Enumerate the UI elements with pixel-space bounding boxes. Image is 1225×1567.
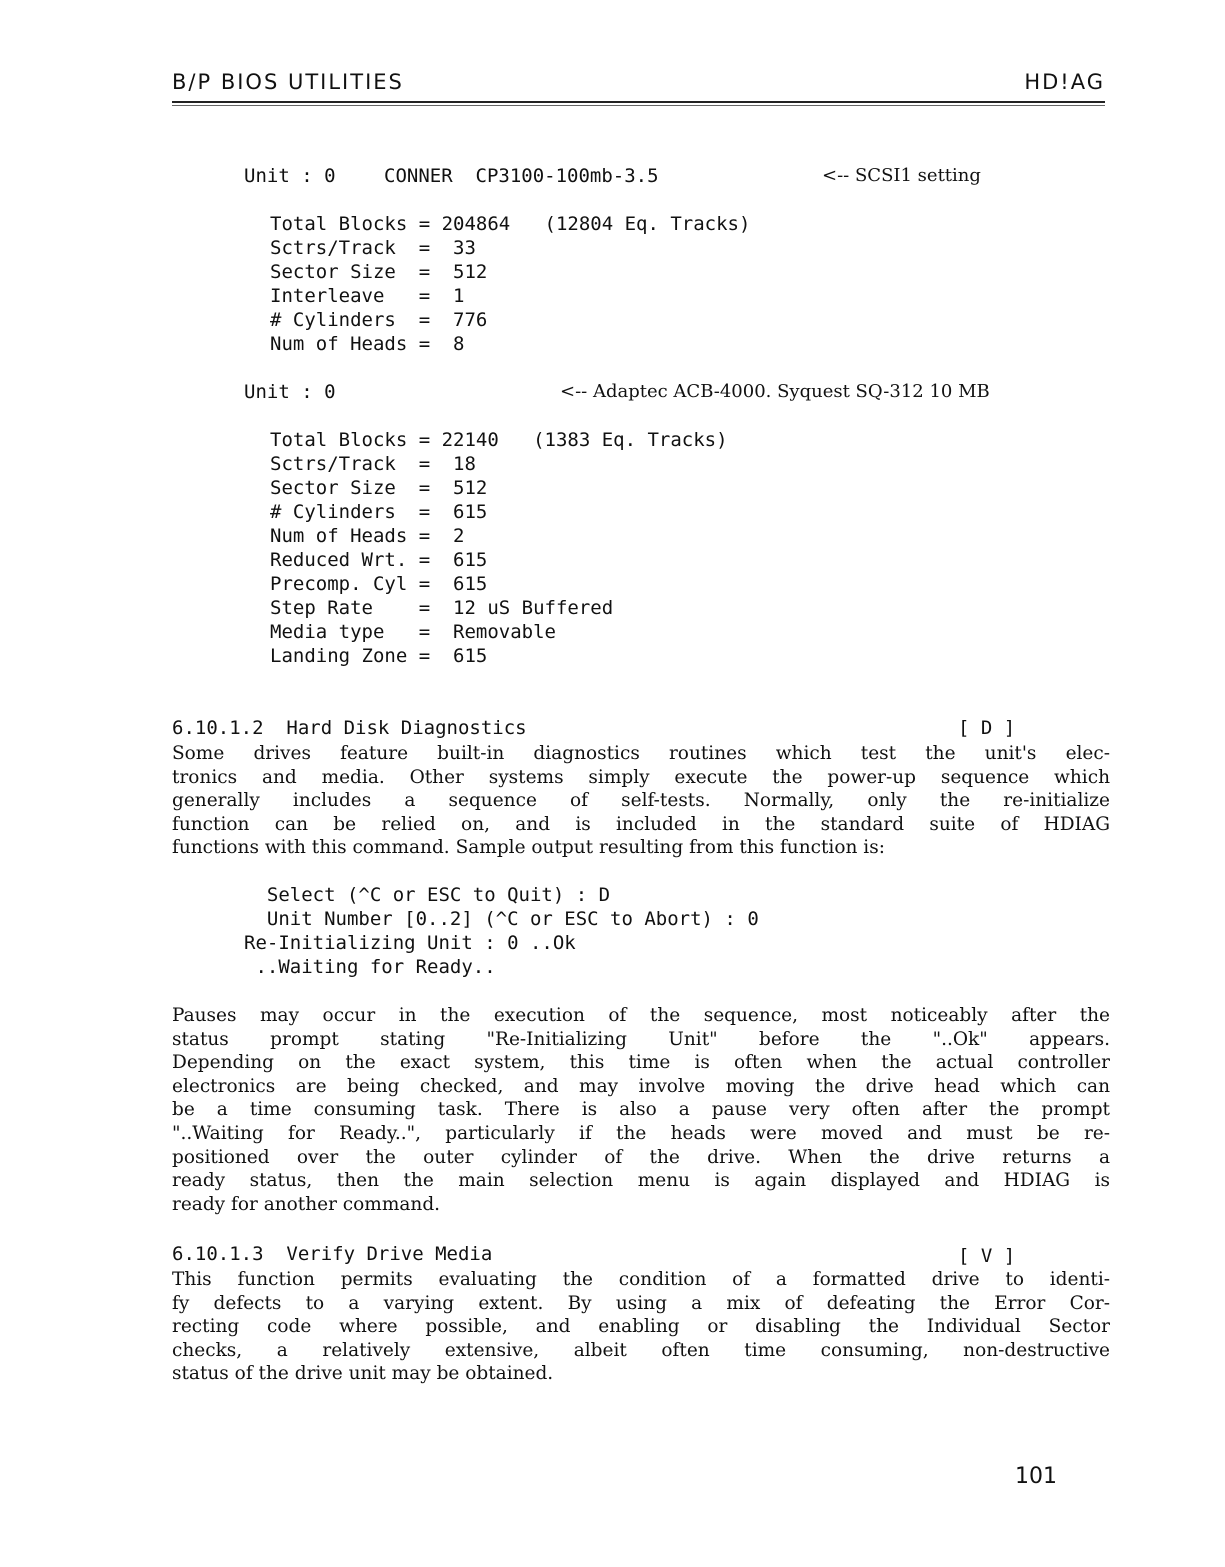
text-line: checks, a relatively extensive, albeit often time consuming, non-destructive [172, 1339, 1110, 1361]
sample-line: ..Waiting for Ready.. [244, 956, 496, 978]
sample-line: Select (^C or ESC to Quit) : D [244, 884, 611, 906]
text-line: Some drives feature built-in diagnostics routines which test the unit's elec- [172, 743, 1110, 764]
diagnostics-paragraph [172, 742, 1110, 860]
text-line: be a time consuming task. There is also a pause very often after the prompt [172, 1099, 1110, 1121]
text-line: fy defects to a varying extent. By using a mix of defeating the Error Cor- [172, 1292, 1110, 1314]
text-line: function can be relied on, and is included in the standard suite of HDIAG [172, 813, 1110, 835]
pauses-paragraph [172, 1004, 1110, 1216]
text-line: This function permits evaluating the condition of a formatted drive to identi- [172, 1269, 1110, 1290]
drive-note-2: <-- Adaptec ACB-4000. Syquest SQ-312 10 MB [560, 381, 990, 402]
text-line: electronics are being checked, and may involve moving the drive head which can [172, 1075, 1110, 1097]
verify-paragraph [172, 1268, 1110, 1386]
section-key-verify: [ V ] [958, 1245, 1016, 1267]
text-line: positioned over the outer cylinder of the drive. When the drive returns a [172, 1146, 1110, 1168]
running-header-title: B/P BIOS UTILITIES [172, 70, 404, 94]
sample-line: Re-Initializing Unit : 0 ..Ok [244, 932, 576, 954]
section-heading-verify: 6.10.1.3 Verify Drive Media [172, 1243, 493, 1265]
text-line: functions with this command. Sample output resulting from this function is: [172, 837, 885, 859]
param-row: Sctrs/Track = 33 [270, 237, 476, 259]
param-row: Landing Zone = 615 [270, 645, 488, 667]
unit-line-2: Unit : 0 [244, 381, 336, 403]
text-line: Pauses may occur in the execution of the sequence, most noticeably after the [172, 1005, 1110, 1026]
page-number: 101 [1015, 1464, 1057, 1489]
text-line: status of the drive unit may be obtained. [172, 1363, 554, 1385]
param-row: # Cylinders = 776 [270, 309, 488, 331]
section-heading-diagnostics: 6.10.1.2 Hard Disk Diagnostics [172, 717, 527, 739]
section-key-diagnostics: [ D ] [958, 717, 1016, 739]
drive-model-1: CONNER CP3100-100mb-3.5 [384, 165, 659, 187]
unit-line-1: Unit : 0 [244, 165, 336, 187]
text-line: ready status, then the main selection menu is again displayed and HDIAG is [172, 1170, 1110, 1192]
param-row: # Cylinders = 615 [270, 501, 488, 523]
drive-note-1: <-- SCSI1 setting [822, 165, 981, 186]
param-row: Media type = Removable [270, 621, 556, 643]
running-header-section: HD!AG [1024, 70, 1105, 94]
param-row: Reduced Wrt. = 615 [270, 549, 488, 571]
sample-line: Unit Number [0..2] (^C or ESC to Abort) : 0 [244, 908, 759, 930]
param-row: Precomp. Cyl = 615 [270, 573, 488, 595]
param-row: Total Blocks = 22140 (1383 Eq. Tracks) [270, 429, 728, 451]
param-row: Interleave = 1 [270, 285, 465, 307]
header-rule [172, 101, 1105, 103]
text-line: Depending on the exact system, this time is often when the actual controller [172, 1052, 1110, 1074]
param-row: Total Blocks = 204864 (12804 Eq. Tracks) [270, 213, 751, 235]
text-line: ready for another command. [172, 1193, 441, 1215]
param-row: Step Rate = 12 uS Buffered [270, 597, 614, 619]
param-row: Sctrs/Track = 18 [270, 453, 476, 475]
param-row: Sector Size = 512 [270, 261, 488, 283]
text-line: tronics and media. Other systems simply execute the power-up sequence which [172, 766, 1110, 788]
text-line: recting code where possible, and enabling or disabling the Individual Sector [172, 1316, 1110, 1338]
text-line: status prompt stating "Re-Initializing Unit" before the "..Ok" appears. [172, 1028, 1110, 1050]
text-line: generally includes a sequence of self-tests. Normally, only the re-initialize [172, 790, 1110, 812]
param-row: Num of Heads = 8 [270, 333, 465, 355]
header-rule-thin [172, 105, 1105, 106]
param-row: Num of Heads = 2 [270, 525, 465, 547]
text-line: "..Waiting for Ready..", particularly if the heads were moved and must be re- [172, 1122, 1110, 1144]
param-row: Sector Size = 512 [270, 477, 488, 499]
